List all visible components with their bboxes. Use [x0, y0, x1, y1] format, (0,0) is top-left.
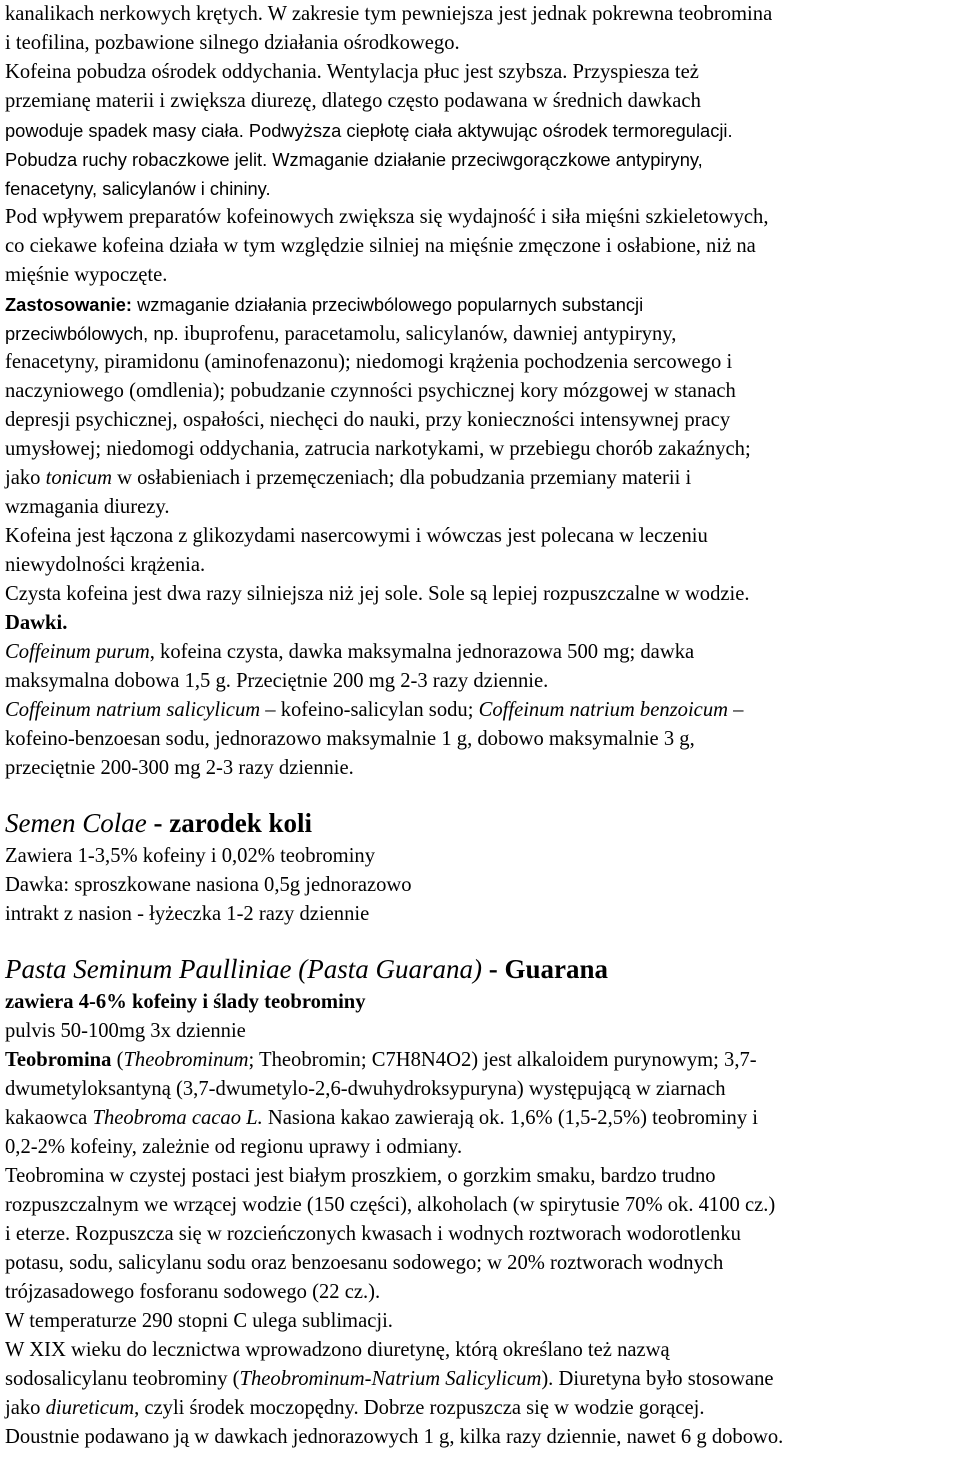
italic-term: Coffeinum natrium benzoicum	[478, 699, 728, 721]
text-line: trójzasadowego fosforanu sodowego (22 cz.).	[5, 1281, 381, 1303]
text-line: W XIX wieku do lecznictwa wprowadzono diuretynę, którą określano też nazwą	[5, 1339, 670, 1361]
text-line: Dawka: sproszkowane nasiona 0,5g jednorazowo	[5, 874, 412, 896]
text-span: – kofeino-salicylan sodu;	[260, 699, 479, 721]
text-line: i eterze. Rozpuszcza się w rozcieńczonych kwasach i wodnych roztworach wodorotlenku	[5, 1223, 741, 1245]
text-span: w osłabieniach i przemęczeniach; dla pobudzania przemiany materii i	[111, 467, 692, 489]
text-line: niewydolności krążenia.	[5, 554, 206, 576]
text-line: fenacetyny, salicylanów i chininy.	[5, 178, 271, 199]
text-span: jako	[5, 1397, 46, 1419]
text-line: depresji psychicznej, ospałości, niechęci do nauki, przy konieczności intensywnej pracy	[5, 409, 731, 431]
italic-term: Coffeinum natrium salicylicum	[5, 699, 261, 721]
text-line: maksymalna dobowa 1,5 g. Przeciętnie 200 mg 2-3 razy dziennie.	[5, 670, 549, 692]
text-line	[5, 988, 955, 1017]
text-span: przeciwbólowych, np.	[5, 323, 184, 344]
text-line: umysłowej; niedomogi oddychania, zatrucia narkotykami, w przebiegu chorób zakaźnych;	[5, 438, 751, 460]
text-span: , kofeina czysta, dawka maksymalna jednorazowa 500 mg; dawka	[149, 641, 695, 663]
text-line	[5, 696, 955, 725]
text-line: pulvis 50-100mg 3x dziennie	[5, 1020, 246, 1042]
text-span: –	[728, 699, 744, 721]
italic-title: Pasta Seminum Paulliniae (Pasta Guarana)	[5, 954, 482, 984]
dawki-heading: Dawki.	[5, 612, 68, 634]
text-span: , czyli środek moczopędny. Dobrze rozpuszcza się w wodzie gorącej.	[134, 1397, 705, 1419]
text-span: (	[111, 1049, 124, 1071]
text-line: powoduje spadek masy ciała. Podwyższa ciepłotę ciała aktywując ośrodek termoregulacji.	[5, 120, 733, 141]
text-span: kakaowca	[5, 1107, 93, 1129]
italic-term: Coffeinum purum	[5, 641, 150, 663]
text-line: dwumetyloksantyną (3,7-dwumetylo-2,6-dwuhydroksypuryna) występującą w ziarnach	[5, 1078, 726, 1100]
text-span: Nasiona kakao zawierają ok. 1,6% (1,5-2,5%) teobrominy i	[262, 1107, 759, 1129]
text-line: potasu, sodu, salicylanu sodu oraz benzoesanu sodowego; w 20% roztworach wodnych	[5, 1252, 724, 1274]
text-line	[5, 1394, 955, 1423]
text-line: Pobudza ruchy robaczkowe jelit. Wzmaganie działanie przeciwgorączkowe antypiryny,	[5, 149, 703, 170]
text-line: 0,2-2% kofeiny, zależnie od regionu uprawy i odmiany.	[5, 1136, 463, 1158]
text-span: ibuprofenu, paracetamolu, salicylanów, dawniej antypiryny,	[183, 323, 677, 345]
text-span: sodosalicylanu teobrominy (	[5, 1368, 240, 1390]
section-gap	[5, 929, 955, 950]
italic-term: diureticum	[45, 1397, 135, 1419]
text-span: ). Diuretyna było stosowane	[541, 1368, 774, 1390]
section-gap	[5, 783, 955, 804]
text-line	[5, 1365, 955, 1394]
text-line: rozpuszczalnym we wrzącej wodzie (150 części), alkoholach (w spirytusie 70% ok. 4100 cz.)	[5, 1194, 776, 1216]
bold-line: zawiera 4-6% kofeiny i ślady teobrominy	[5, 991, 366, 1013]
text-line: i teofilina, pozbawione silnego działania ośrodkowego.	[5, 32, 460, 54]
text-line: kofeino-benzoesan sodu, jednorazowo maksymalnie 1 g, dobowo maksymalnie 3 g,	[5, 728, 695, 750]
text-line: przeciętnie 200-300 mg 2-3 razy dziennie.	[5, 757, 354, 779]
text-line: naczyniowego (omdlenia); pobudzanie czynności psychicznej kory mózgowej w stanach	[5, 380, 736, 402]
text-line: Kofeina jest łączona z glikozydami nasercowymi i wówczas jest polecana w leczeniu	[5, 525, 708, 547]
italic-title: Semen Colae	[5, 808, 147, 838]
section-heading-semen-colae	[5, 804, 955, 842]
text-line: Zawiera 1-3,5% kofeiny i 0,02% teobrominy	[5, 845, 376, 867]
bold-title: - Guarana	[481, 954, 608, 984]
italic-term: Theobrominum	[123, 1049, 249, 1071]
text-line: wzmagania diurezy.	[5, 496, 170, 518]
text-line: fenacetyny, piramidonu (aminofenazonu); niedomogi krążenia pochodzenia sercowego i	[5, 351, 733, 373]
zastosowanie-label: Zastosowanie:	[5, 294, 132, 315]
italic-term: Theobrominum-Natrium Salicylicum	[239, 1368, 542, 1390]
text-line: Kofeina pobudza ośrodek oddychania. Wentylacja płuc jest szybsza. Przyspiesza też	[5, 61, 699, 83]
text-line: mięśnie wypoczęte.	[5, 264, 168, 286]
text-line	[5, 464, 955, 493]
text-line: Teobromina w czystej postaci jest białym proszkiem, o gorzkim smaku, bardzo trudno	[5, 1165, 716, 1187]
text-line: intrakt z nasion - łyżeczka 1-2 razy dziennie	[5, 903, 370, 925]
text-line	[5, 638, 955, 667]
italic-term: tonicum	[45, 467, 112, 489]
section-heading-guarana	[5, 950, 955, 988]
text-span: wzmaganie działania przeciwbólowego popularnych substancji	[131, 294, 644, 315]
text-line: Czysta kofeina jest dwa razy silniejsza niż jej sole. Sole są lepiej rozpuszczalne w wodzie.	[5, 583, 750, 605]
text-line	[5, 609, 955, 638]
text-line: W temperaturze 290 stopni C ulega sublimacji.	[5, 1310, 393, 1332]
italic-term: Theobroma cacao L.	[92, 1107, 263, 1129]
text-span: ; Theobromin; C7H8N4O2) jest alkaloidem purynowym; 3,7-	[248, 1049, 757, 1071]
text-line	[5, 1046, 955, 1075]
text-line: co ciekawe kofeina działa w tym względzie silniej na mięśnie zmęczone i osłabione, niż na	[5, 235, 756, 257]
text-line: kanalikach nerkowych krętych. W zakresie tym pewniejsza jest jednak pokrewna teobromina	[5, 3, 773, 25]
teobromina-term: Teobromina	[5, 1049, 112, 1071]
bold-title: - zarodek koli	[146, 808, 312, 838]
text-line	[5, 290, 955, 319]
text-line	[5, 319, 955, 348]
text-line: Doustnie podawano ją w dawkach jednorazowych 1 g, kilka razy dziennie, nawet 6 g dobowo.	[5, 1426, 784, 1448]
text-line	[5, 1104, 955, 1133]
text-span: jako	[5, 467, 46, 489]
text-line: Pod wpływem preparatów kofeinowych zwiększa się wydajność i siła mięśni szkieletowych,	[5, 206, 769, 228]
text-line: przemianę materii i zwiększa diurezę, dlatego często podawana w średnich dawkach	[5, 90, 701, 112]
